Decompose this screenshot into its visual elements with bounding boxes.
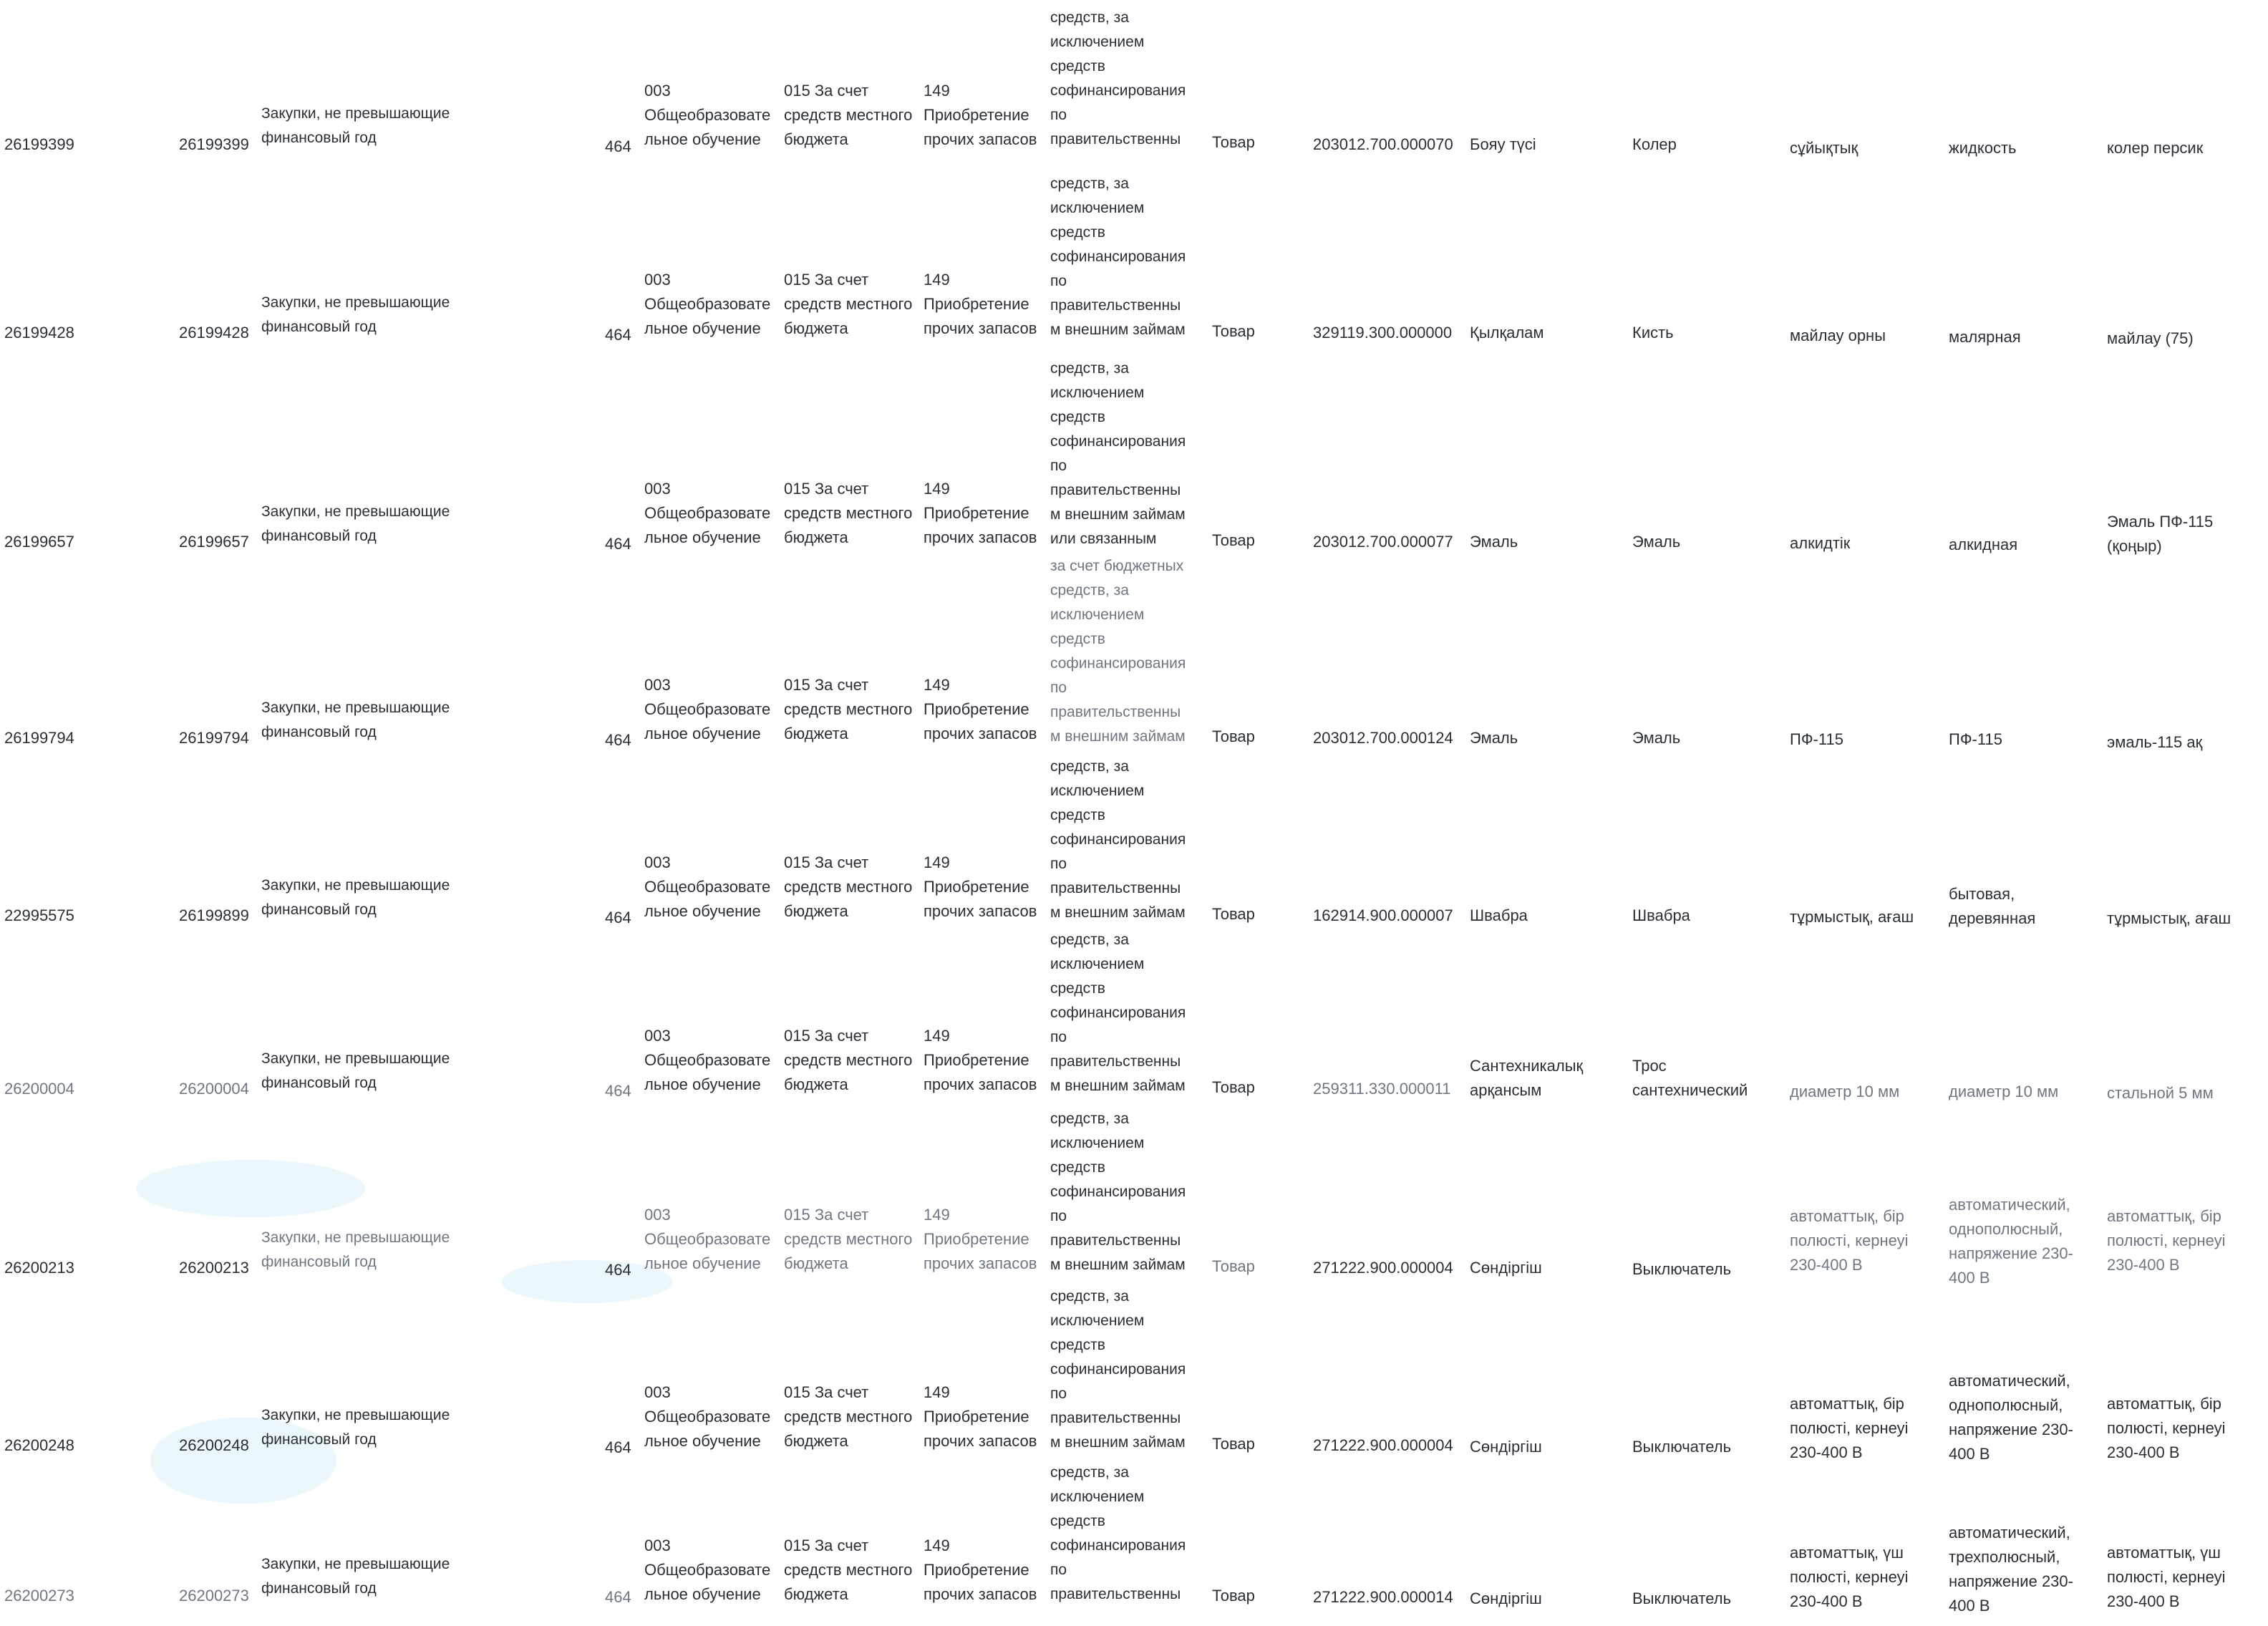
item-type: Товар (1212, 1587, 1255, 1605)
financing-note: средств, за исключением средств софинансирования по правительственны м внешним займам (1050, 175, 1186, 338)
row-id-2: 26200213 (179, 1259, 249, 1277)
additional-characteristic: тұрмыстық, ағаш (2107, 909, 2231, 927)
procurement-method: Закупки, не превышающие финансовый год (261, 105, 450, 146)
characteristic-ru: алкидная (1949, 536, 2018, 553)
admin-code: 464 (605, 1082, 631, 1100)
item-type: Товар (1212, 1078, 1255, 1096)
subprogram: 003 Общеобразовате льное обучение (644, 480, 771, 546)
specifics: 149 Приобретение прочих запасов (924, 1537, 1037, 1603)
admin-code: 464 (605, 909, 631, 926)
financing-note: средств, за исключением средств софинансирования по правительственны м внешним займам (1050, 1288, 1186, 1451)
ktru-code: 203012.700.000070 (1313, 135, 1453, 153)
row-id-2: 26199399 (179, 135, 249, 153)
subprogram: 003 Общеобразовате льное обучение (644, 853, 771, 920)
characteristic-kz: алкидтік (1790, 534, 1851, 552)
scan-artifact (136, 1160, 365, 1217)
item-type: Товар (1212, 905, 1255, 923)
financing-note: средств, за исключением средств софинансирования по правительственны (1050, 9, 1186, 147)
characteristic-ru: автоматический, трехполюсный, напряжение 230- 400 В (1949, 1524, 2073, 1615)
procurement-method: Закупки, не превышающие финансовый год (261, 700, 450, 740)
specifics: 149 Приобретение прочих запасов (924, 1383, 1037, 1450)
subprogram: 003 Общеобразовате льное обучение (644, 1027, 771, 1093)
additional-characteristic: автоматтық, бір полюсті, кернеуі 230-400 В (2107, 1207, 2226, 1274)
name-ru: Выключатель (1632, 1260, 1732, 1278)
item-type: Товар (1212, 1257, 1255, 1275)
specifics: 149 Приобретение прочих запасов (924, 1027, 1037, 1093)
item-type: Товар (1212, 133, 1255, 151)
name-ru: Эмаль (1632, 729, 1681, 747)
procurement-method: Закупки, не превышающие финансовый год (261, 1229, 450, 1270)
funding-source: 015 За счет средств местного бюджета (784, 1537, 913, 1603)
financing-note: средств, за исключением средств софинансирования по правительственны (1050, 1464, 1186, 1602)
admin-code: 464 (605, 731, 631, 749)
characteristic-kz: автоматтық, үш полюсті, кернеуі 230-400 В (1790, 1544, 1909, 1610)
name-kz: Эмаль (1470, 533, 1518, 551)
name-kz: Сантехникалық арқансым (1470, 1057, 1584, 1099)
additional-characteristic: Эмаль ПФ-115 (қоңыр) (2107, 513, 2214, 555)
funding-source: 015 За счет средств местного бюджета (784, 271, 913, 337)
funding-source: 015 За счет средств местного бюджета (784, 1206, 913, 1272)
specifics: 149 Приобретение прочих запасов (924, 82, 1037, 148)
subprogram: 003 Общеобразовате льное обучение (644, 1383, 771, 1450)
row-id-1: 26200248 (4, 1436, 74, 1454)
row-id-1: 26200273 (4, 1587, 74, 1605)
name-kz: Сөндіргіш (1470, 1438, 1542, 1456)
characteristic-kz: автоматтық, бір полюсті, кернеуі 230-400 В (1790, 1395, 1909, 1461)
subprogram: 003 Общеобразовате льное обучение (644, 1206, 771, 1272)
ktru-code: 329119.300.000000 (1313, 324, 1453, 342)
specifics: 149 Приобретение прочих запасов (924, 1206, 1037, 1272)
row-id-1: 26199794 (4, 729, 74, 747)
procurement-method: Закупки, не превышающие финансовый год (261, 1050, 450, 1091)
subprogram: 003 Общеобразовате льное обучение (644, 676, 771, 742)
procurement-method: Закупки, не превышающие финансовый год (261, 1407, 450, 1448)
name-ru: Швабра (1632, 906, 1690, 924)
characteristic-kz: автоматтық, бір полюсті, кернеуі 230-400 В (1790, 1207, 1909, 1274)
name-ru: Кисть (1632, 324, 1674, 342)
specifics: 149 Приобретение прочих запасов (924, 271, 1037, 337)
funding-source: 015 За счет средств местного бюджета (784, 82, 913, 148)
row-id-2: 26200273 (179, 1587, 249, 1605)
ktru-code: 203012.700.000124 (1313, 729, 1453, 747)
additional-characteristic: стальной 5 мм (2107, 1084, 2214, 1102)
row-id-2: 26200248 (179, 1436, 249, 1454)
financing-note: средств, за исключением средств софинансирования по правительственны м внешним займам (1050, 1110, 1186, 1273)
additional-characteristic: эмаль-115 ақ (2107, 733, 2203, 751)
ktru-code: 203012.700.000077 (1313, 533, 1453, 551)
funding-source: 015 За счет средств местного бюджета (784, 480, 913, 546)
procurement-method: Закупки, не превышающие финансовый год (261, 1556, 450, 1597)
financing-note: за счет бюджетных средств, за исключением средств софинансирования по правительственны м внешним займам (1050, 558, 1186, 745)
procurement-method: Закупки, не превышающие финансовый год (261, 503, 450, 544)
admin-code: 464 (605, 326, 631, 344)
additional-characteristic: автоматтық, бір полюсті, кернеуі 230-400 В (2107, 1395, 2226, 1461)
name-ru: Трос сантехнический (1632, 1057, 1748, 1099)
admin-code: 464 (605, 1438, 631, 1456)
procurement-method: Закупки, не превышающие финансовый год (261, 877, 450, 918)
ktru-code: 271222.900.000004 (1313, 1436, 1453, 1454)
row-id-2: 26199657 (179, 533, 249, 551)
item-type: Товар (1212, 1435, 1255, 1453)
funding-source: 015 За счет средств местного бюджета (784, 1027, 913, 1093)
row-id-2: 26199899 (179, 906, 249, 924)
characteristic-ru: малярная (1949, 328, 2021, 346)
name-ru: Колер (1632, 135, 1677, 153)
characteristic-ru: автоматический, однополюсный, напряжение 230- 400 В (1949, 1196, 2073, 1287)
ktru-code: 162914.900.000007 (1313, 906, 1453, 924)
row-id-1: 26199428 (4, 324, 74, 342)
additional-characteristic: автоматтық, үш полюсті, кернеуі 230-400 В (2107, 1544, 2226, 1610)
additional-characteristic: майлау (75) (2107, 329, 2194, 347)
name-ru: Эмаль (1632, 533, 1681, 551)
subprogram: 003 Общеобразовате льное обучение (644, 271, 771, 337)
row-id-1: 26200213 (4, 1259, 74, 1277)
characteristic-kz: тұрмыстық, ағаш (1790, 908, 1914, 926)
name-kz: Сөндіргіш (1470, 1259, 1542, 1277)
admin-code: 464 (605, 1588, 631, 1606)
funding-source: 015 За счет средств местного бюджета (784, 853, 913, 920)
item-type: Товар (1212, 531, 1255, 549)
admin-code: 464 (605, 1261, 631, 1279)
characteristic-ru: жидкость (1949, 139, 2017, 157)
row-id-1: 26199399 (4, 135, 74, 153)
name-kz: Қылқалам (1470, 324, 1544, 342)
subprogram: 003 Общеобразовате льное обучение (644, 1537, 771, 1603)
admin-code: 464 (605, 137, 631, 155)
row-id-2: 26199428 (179, 324, 249, 342)
funding-source: 015 За счет средств местного бюджета (784, 676, 913, 742)
additional-characteristic: колер персик (2107, 139, 2204, 157)
specifics: 149 Приобретение прочих запасов (924, 480, 1037, 546)
financing-note: средств, за исключением средств софинансирования по правительственны м внешним займам или связанным (1050, 360, 1186, 547)
item-type: Товар (1212, 322, 1255, 340)
characteristic-ru: ПФ-115 (1949, 730, 2002, 748)
item-type: Товар (1212, 727, 1255, 745)
name-kz: Сөндіргіш (1470, 1589, 1542, 1607)
row-id-2: 26200004 (179, 1080, 249, 1098)
name-kz: Швабра (1470, 906, 1528, 924)
row-id-1: 26199657 (4, 533, 74, 551)
row-id-1: 22995575 (4, 906, 74, 924)
ktru-code: 271222.900.000004 (1313, 1259, 1453, 1277)
procurement-method: Закупки, не превышающие финансовый год (261, 294, 450, 335)
ktru-code: 271222.900.000014 (1313, 1588, 1453, 1606)
subprogram: 003 Общеобразовате льное обучение (644, 82, 771, 148)
funding-source: 015 За счет средств местного бюджета (784, 1383, 913, 1450)
characteristic-kz: диаметр 10 мм (1790, 1083, 1900, 1100)
admin-code: 464 (605, 535, 631, 553)
characteristic-ru: бытовая, деревянная (1949, 885, 2036, 927)
row-id-1: 26200004 (4, 1080, 74, 1098)
name-ru: Выключатель (1632, 1589, 1732, 1607)
characteristic-ru: автоматический, однополюсный, напряжение 230- 400 В (1949, 1372, 2073, 1463)
financing-note: средств, за исключением средств софинансирования по правительственны м внешним займам (1050, 931, 1186, 1094)
characteristic-ru: диаметр 10 мм (1949, 1083, 2059, 1100)
row-id-2: 26199794 (179, 729, 249, 747)
specifics: 149 Приобретение прочих запасов (924, 676, 1037, 742)
name-kz: Эмаль (1470, 729, 1518, 747)
financing-note: средств, за исключением средств софинансирования по правительственны м внешним займам (1050, 758, 1186, 921)
ktru-code: 259311.330.000011 (1313, 1080, 1451, 1098)
name-kz: Бояу түсі (1470, 135, 1536, 153)
characteristic-kz: ПФ-115 (1790, 730, 1843, 748)
specifics: 149 Приобретение прочих запасов (924, 853, 1037, 920)
name-ru: Выключатель (1632, 1438, 1732, 1456)
characteristic-kz: сұйықтық (1790, 139, 1858, 157)
characteristic-kz: майлау орны (1790, 326, 1886, 344)
